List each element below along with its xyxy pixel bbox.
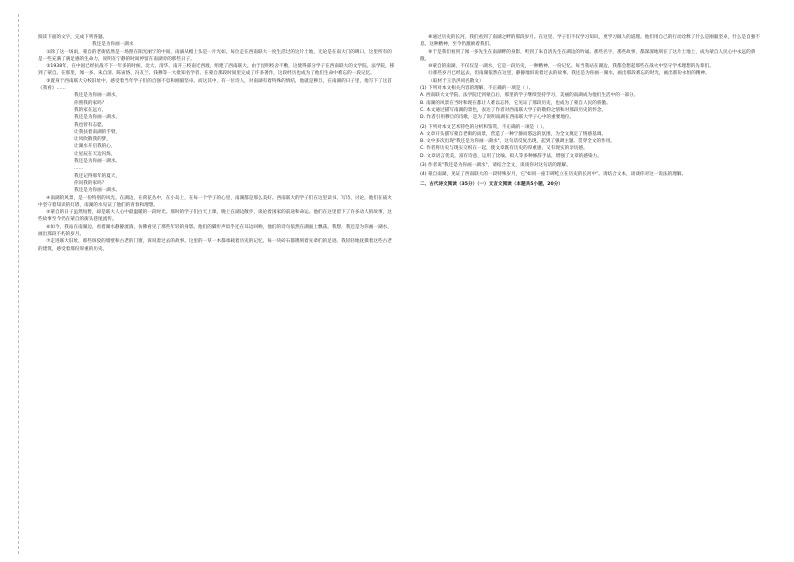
poem-line: 我还记得那年的夏天，	[74, 173, 121, 179]
section-heading: 二、古代诗文阅读（35分）（一）文言文阅读（本题共5小题，20分）	[420, 181, 563, 187]
question-2-option-d: D. 文章语言优美，富有诗意，运用了比喻、拟人等多种修辞手法，增强了文章的感染力。	[420, 153, 602, 159]
paragraph: ⑥如今，我站在南湖边，看着湖水静静流淌，仿佛看见了那些年轻的身影。他们的脚步声似乎还在耳边回响，他们的诗句依然在湖面上飘荡。我想，我还是为你画一湖水，画出那段不朽的岁月。	[38, 224, 392, 238]
question-1-option-c: C. 本文通过描写南湖的景色，表达了作者对西南联大学子的敬仰之情和对那段历史的怀念。	[420, 107, 607, 113]
question-2-option-a: A. 文章开头描写蒙自老街的雨景，营造了一种宁静而悠远的氛围，为全文奠定了情感基调。	[420, 131, 606, 137]
question-2: (2) 下列对本文艺术特色的分析和鉴赏，不正确的一项是（ ）。	[420, 124, 548, 130]
poem-line: 我还是为你画一湖水，	[74, 93, 121, 99]
paragraph: ⑩蒙自的南湖，不仅仅是一湖水，它是一段历史，一种精神，一份记忆。每当我站在湖边，我都会想起那些在战火中坚守学术理想的先辈们。	[428, 64, 714, 70]
paragraph: ③置身于西南联大分校旧址中，感受着当年学子们的自强不息和刚毅坚卓。而这其中，有一位诗人，对南湖有着特殊的情结，他就是穆旦。在南湖的日子里，他写下了这首《我看》……	[38, 78, 392, 92]
paragraph: ②1938年，在中国已经抗战不下一年多的时候，北大、清华、南开三校南迁西渡，组建了西南联大。由于昆明校舍不敷，这使得部分学子在西南联大的文学院、法学院，移到了蒙自。在那里，闻一多、朱自清、陈寅恪、冯友兰、钱穆等一大批知名学者，在蒙自那段时间里完成了许多著作，这段经历也成为了他们生命中难忘的一段记忆。	[38, 64, 395, 77]
poem-line: 我还是为你画一湖水。	[74, 188, 121, 194]
binding-gutter	[4, 14, 19, 554]
article-title: 我还是为你画一湖水	[92, 42, 134, 48]
poem-line: 你照我的家吗？	[74, 100, 107, 106]
reading-instruction: 阅读下面的文字，完成下列各题。	[38, 35, 108, 40]
question-1: (1) 下列对本文相关内容的理解，不正确的一项是（ ）。	[420, 86, 534, 92]
article-source: （取材于王浩洪同名散文）	[428, 78, 484, 84]
paragraph: ⑤蒙自的日子虽然短暂，却是联大人心中最温暖的一段时光。那时的学子们白天上课，晚上在湖边散步，谈论着国家的前途和命运。他们在这里留下了许多动人的故事，这些故事至今仍在蒙自的街头巷尾流传。	[38, 210, 392, 223]
paragraph: ⑪那些岁月已经远去，但南湖依然在这里，静静地诉说着过去的故事。我还是为你画一湖水，画出那段难忘的时光，画出那份永恒的精神。	[428, 71, 710, 77]
poem-line: 让星辰在天边闪烁，	[74, 151, 116, 157]
poem-block	[38, 92, 396, 194]
question-3: (3) 作者说"我还是为你画一湖水"，请结合全文，谈谈你对这句话的理解。	[420, 163, 571, 169]
poem-line: 让风吹散我的梦，	[74, 137, 111, 143]
poem-ellipsis: ……	[74, 166, 84, 172]
paragraph: ④南湖的风景，是一份特别的风光。在湖边，在荷花丛中，在小岛上，在每一个学子的心里，南湖都是那么美好。西南联大的学子们在这里读书、写诗、讨论，他们在战火中坚守着知识的灯塔，南湖的水见证了他们的青春和理想。	[38, 195, 392, 208]
left-column	[38, 34, 396, 253]
poem-line: 让湖水开启我的心，	[74, 144, 116, 150]
poem-line: 让我扶着南湖的手臂，	[74, 129, 121, 135]
question-1-option-b: B. 南湖的风景在当时和现在都让人难以忘怀，它见证了那段历史，也成为了蒙自人民的骄傲。	[420, 100, 611, 106]
poem-line: 我还是为你画一湖水，	[74, 115, 121, 121]
right-column	[420, 34, 764, 188]
poem-line: 我还是为你画一湖水。	[74, 159, 121, 165]
question-2-option-c: C. 作者将历史与现实交织在一起，使文章既有历史的厚重感，又有现实的亲切感。	[420, 146, 588, 152]
question-4: (4) 蒙自南湖，见证了西南联大的一段特殊岁月，它"如同一座丰碑屹立在历史的长河中"。请结合文本，谈谈你对这一说法的理解。	[420, 172, 687, 178]
question-2-option-b: B. 文中多次出现"我还是为你画一湖水"，这句话反复出现，起到了强调主题、贯穿全文的作用。	[420, 139, 615, 145]
paragraph: ⑨于是我们看到了闻一多先生在南湖畔的身影，听到了朱自清先生在湖边的吟诵。那些名字，那些故事，都深深地刻在了这片土地上，成为蒙自人民心中永远的骄傲。	[420, 49, 756, 62]
question-1-option-d: D. 作者引用穆旦的诗歌，是为了说明南湖在西南联大学子心中的重要地位。	[420, 115, 575, 121]
poem-line: 我的家在远方，	[74, 107, 107, 113]
poem-line: 我也曾有志愿，	[74, 122, 107, 128]
paragraph: ⑧通过历史的长河，我们看到了南湖之畔的那段岁月。在这里，学子们不仅学习知识，更学习做人的道理。他们用自己的行动诠释了什么是刚毅坚卓，什么是自强不息。这种精神，至今仍激励着我们。	[420, 35, 760, 48]
paragraph: ⑦走进联大旧址，那些斑驳的墙壁和古老的门窗，诉说着过去的故事。这里的一草一木都承载着历史的记忆，每一块砖石都镌刻着先辈们的足迹。我轻轻地抚摸着这些古老的建筑，感受着那份厚重的历史。	[38, 239, 392, 252]
question-1-option-a: A. 西南联大文学院、法学院迁到蒙自后，那里的学子继续坚持学习，美丽的南湖成为他们生活中的一部分。	[420, 93, 639, 99]
paragraph: ①除了这一场雨，蒙自的老街依然是一场照在阳光丽宁的中间，雨滴从檐上头是一片光如。每位走在西南联大一度生活过的这片土地，无论是在南大门的碑口，这里所有的是一些充满了满足感的生命力，说明在宁静的时间停留在南湖旁的那些日子。	[38, 49, 392, 62]
poem-line: 你问我的家吗？	[74, 180, 107, 186]
